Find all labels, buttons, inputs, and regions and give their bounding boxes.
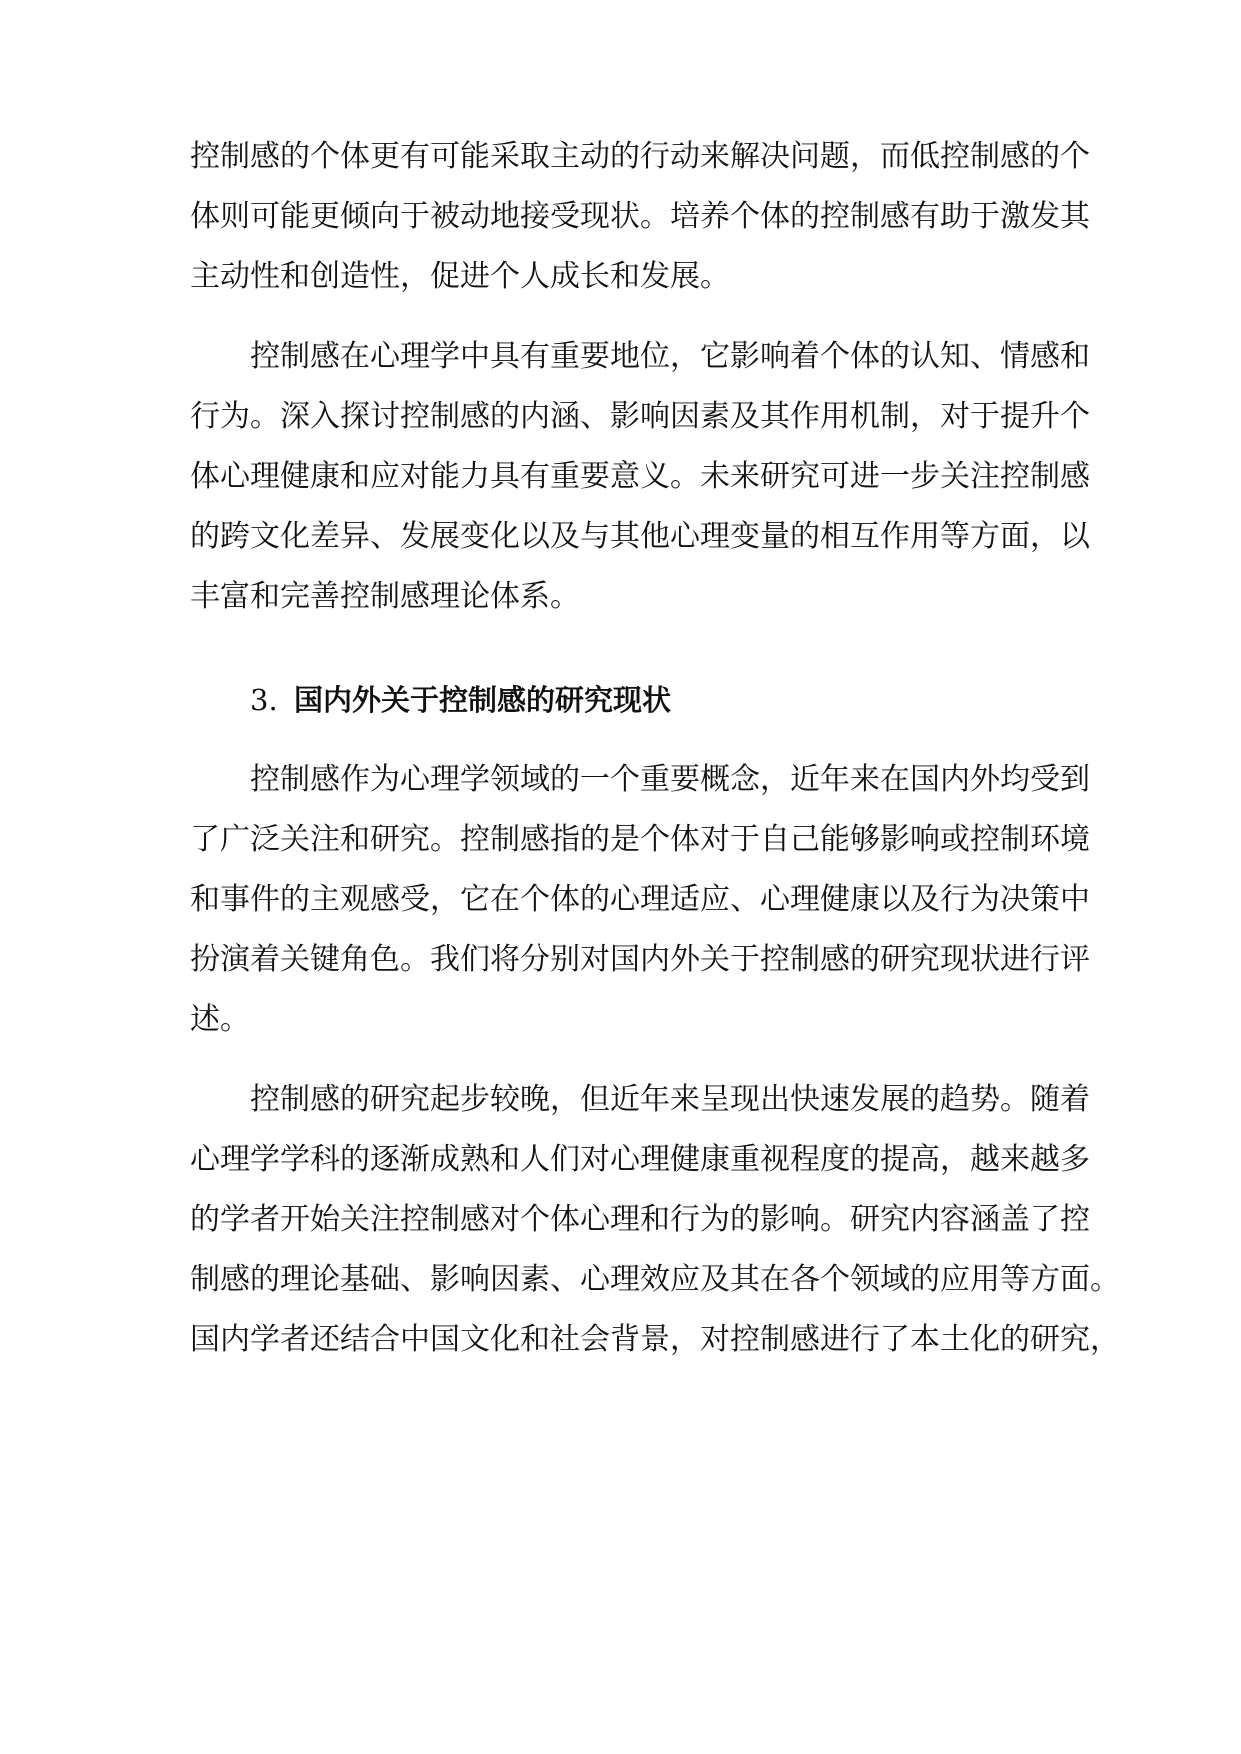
paragraph-line: 主动性和创造性，促进个人成长和发展。 [190, 259, 730, 294]
paragraph-line: 和事件的主观感受，它在个体的心理适应、心理健康以及行为决策中 [190, 882, 1090, 917]
paragraph-line: 控制感的研究起步较晚，但近年来呈现出快速发展的趋势。随着 [250, 1082, 1090, 1117]
paragraph-line: 的跨文化差异、发展变化以及与其他心理变量的相互作用等方面，以 [190, 519, 1090, 554]
paragraph-line: 控制感作为心理学领域的一个重要概念，近年来在国内外均受到 [250, 762, 1090, 797]
paragraph-line: 国内学者还结合中国文化和社会背景，对控制感进行了本土化的研究， [190, 1322, 1120, 1357]
paragraph-line: 心理学学科的逐渐成熟和人们对心理健康重视程度的提高，越来越多 [190, 1142, 1090, 1177]
paragraph-line: 行为。深入探讨控制感的内涵、影响因素及其作用机制，对于提升个 [190, 399, 1090, 434]
paragraph-line: 控制感的个体更有可能采取主动的行动来解决问题，而低控制感的个 [190, 139, 1090, 174]
paragraph-line: 丰富和完善控制感理论体系。 [190, 579, 580, 614]
paragraph-line: 控制感在心理学中具有重要地位，它影响着个体的认知、情感和 [250, 339, 1090, 374]
section-title: 国内外关于控制感的研究现状 [294, 683, 672, 717]
paragraph-line: 体则可能更倾向于被动地接受现状。培养个体的控制感有助于激发其 [190, 199, 1090, 234]
paragraph-line: 体心理健康和应对能力具有重要意义。未来研究可进一步关注控制感 [190, 459, 1090, 494]
section-number: 3. [250, 683, 278, 717]
section-heading [250, 680, 671, 720]
paragraph-line: 扮演着关键角色。我们将分别对国内外关于控制感的研究现状进行评 [190, 942, 1090, 977]
paragraph-line: 了广泛关注和研究。控制感指的是个体对于自己能够影响或控制环境 [190, 822, 1090, 857]
paragraph-line: 制感的理论基础、影响因素、心理效应及其在各个领域的应用等方面。 [190, 1262, 1120, 1297]
paragraph-line: 的学者开始关注控制感对个体心理和行为的影响。研究内容涵盖了控 [190, 1202, 1090, 1237]
paragraph-line: 述。 [190, 1002, 250, 1037]
